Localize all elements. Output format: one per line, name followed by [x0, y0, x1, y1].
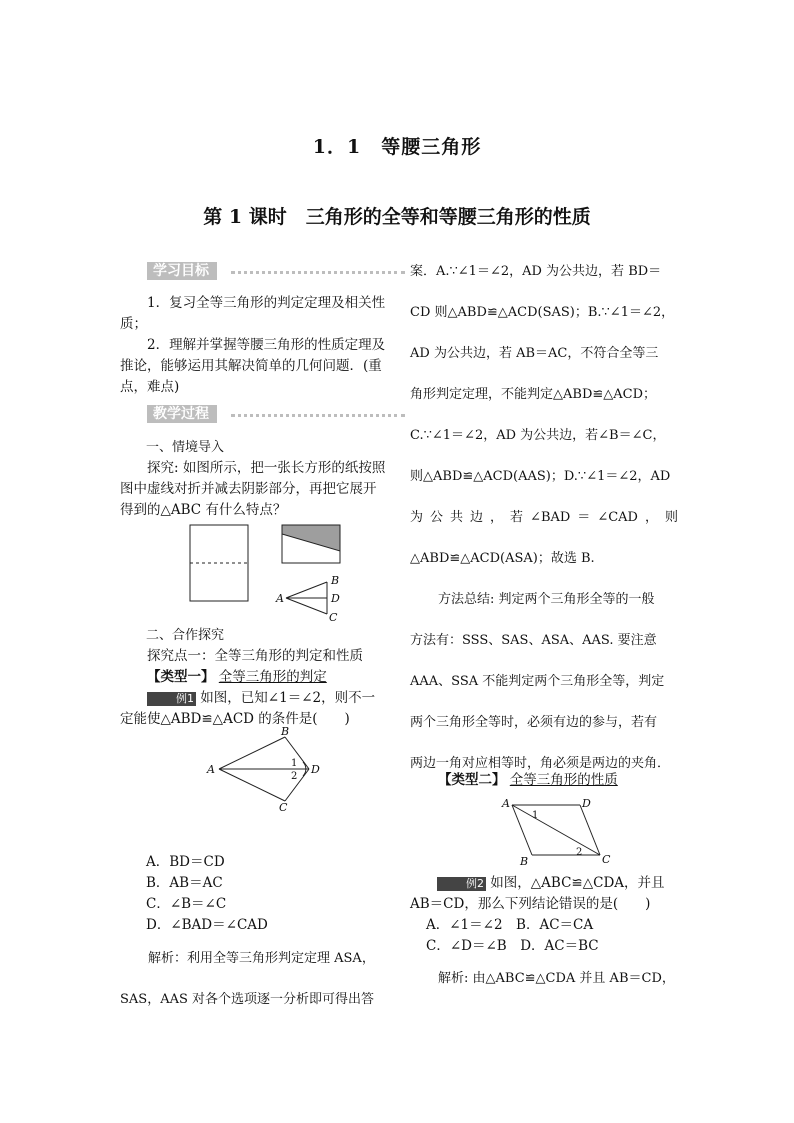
- analysis-line: AD 为公共边，若 AB＝AC，不符合全等三: [410, 346, 659, 361]
- analysis-line: 则△ABD≌△ACD(AAS)；D.∵∠1＝∠2，AD: [410, 469, 671, 484]
- label-b: B: [520, 855, 529, 867]
- method-line: 方法有：SSS、SAS、ASA、AAS. 要注意: [410, 633, 657, 648]
- label-a: A: [207, 763, 215, 776]
- method-line: 两个三角形全等时，必须有边的参与，若有: [410, 715, 658, 730]
- example1-badge: 例1: [147, 692, 196, 706]
- section-process-label: 教学过程: [147, 405, 217, 423]
- label-c: C: [279, 801, 288, 813]
- analysis-line: 案．A.∵∠1＝∠2，AD 为公共边，若 BD＝: [410, 264, 662, 279]
- method-line: AAA、SSA 不能判定两个三角形全等，判定: [410, 674, 665, 689]
- label-b: B: [331, 574, 340, 587]
- intro-text: 探究: 如图所示，把一张长方形的纸按照图中虚线对折并减去阴影部分，再把它展开得到的△ABC 有什么特点？: [120, 460, 386, 518]
- example1-question-text: 如图，已知∠1＝∠2，则不一定能使△ABD≌△ACD 的条件是( ): [120, 690, 376, 727]
- example2-badge: 例2: [437, 877, 486, 891]
- coop-block: [120, 625, 388, 730]
- example2-options-row1: A．∠1＝∠2 B．AC＝CA: [426, 917, 594, 933]
- goals-list: [120, 293, 388, 398]
- explore-point-1: 探究点一：全等三角形的判定和性质: [147, 648, 363, 664]
- section-divider: [231, 271, 405, 274]
- type2-bracket: 【类型二】: [438, 772, 506, 788]
- coop-heading: 二、合作探究: [146, 628, 225, 643]
- section-goals-header: [147, 262, 405, 282]
- type2-title: 全等三角形的性质: [509, 772, 618, 788]
- analysis-line: △ABD≌△ACD(ASA)；故选 B.: [410, 551, 595, 566]
- analysis-line: 解析：利用全等三角形判定定理 ASA，: [148, 951, 375, 966]
- type1-title: 全等三角形的判定: [218, 669, 327, 685]
- type1-heading: [120, 667, 388, 688]
- example1-question: [120, 688, 388, 730]
- example2-options-row2: C．∠D＝∠B D．AC＝BC: [426, 938, 599, 954]
- method-line: 两边一角对应相等时，角必须是两边的夹角．: [410, 756, 671, 771]
- example2-analysis: [438, 958, 678, 999]
- triangle-side-ac: [286, 598, 327, 614]
- example2-block: [410, 873, 678, 957]
- option-a: A．BD＝CD: [146, 854, 225, 870]
- intro-block: [120, 437, 388, 521]
- angle-2-label: 2: [291, 771, 298, 782]
- label-d: D: [582, 797, 591, 810]
- option-d: D．∠BAD＝∠CAD: [146, 917, 268, 933]
- section-goals-label: 学习目标: [147, 262, 217, 280]
- label-a: A: [502, 797, 510, 810]
- analysis-line: SAS，AAS 对各个选项逐一分析即可得出答: [120, 992, 375, 1007]
- method-line: 方法总结: 判定两个三角形全等的一般: [438, 592, 655, 607]
- angle-2-label: 2: [576, 847, 583, 858]
- lesson-subtitle: 第 1 课时 三角形的全等和等腰三角形的性质: [203, 206, 591, 228]
- page-title: 1．1 等腰三角形: [312, 136, 482, 158]
- intro-heading: 一、情境导入: [146, 440, 225, 455]
- example2-question-text: 如图，△ABC≌△CDA，并且 AB＝CD，那么下列结论错误的是( ): [410, 875, 665, 912]
- example2-question: [410, 873, 678, 915]
- analysis-line: 解析: 由△ABC≌△CDA 并且 AB＝CD，: [438, 971, 675, 986]
- analysis-line: CD 则△ABD≌△ACD(SAS)；B.∵∠1＝∠2，: [410, 305, 675, 320]
- label-c: C: [602, 853, 611, 866]
- right-analysis: [410, 251, 678, 784]
- triangle-side-ab: [286, 582, 327, 598]
- section-process-header: [147, 405, 405, 425]
- label-c: C: [329, 611, 338, 624]
- example1-analysis: [120, 938, 388, 1020]
- analysis-line: 为公共边，若∠BAD＝∠CAD，则: [410, 510, 678, 525]
- label-d: D: [311, 763, 320, 776]
- section-divider: [231, 414, 405, 417]
- example1-options: [146, 852, 386, 936]
- analysis-line: 角形判定定理，不能判定△ABD≌△ACD；: [410, 387, 657, 402]
- label-b: B: [281, 727, 290, 738]
- option-c: C．∠B＝∠C: [146, 896, 227, 912]
- paper-folding-figure: [188, 522, 348, 624]
- label-d: D: [331, 592, 340, 605]
- option-b: B．AB＝AC: [146, 875, 223, 891]
- example1-figure: [205, 727, 325, 813]
- type1-bracket: 【类型一】: [147, 669, 215, 685]
- goal-item: 2．理解并掌握等腰三角形的性质定理及推论，能够运用其解决简单的几何问题．(重点，难点): [120, 337, 386, 395]
- angle-1-label: 1: [291, 758, 298, 769]
- analysis-line: C.∵∠1＝∠2，AD 为公共边，若∠B＝∠C，: [410, 428, 666, 443]
- label-a: A: [276, 592, 284, 605]
- type2-heading: [438, 770, 678, 791]
- example2-figure: [498, 795, 618, 867]
- angle-1-label: 1: [532, 810, 539, 821]
- goal-item: 1．复习全等三角形的判定定理及相关性质；: [120, 295, 386, 332]
